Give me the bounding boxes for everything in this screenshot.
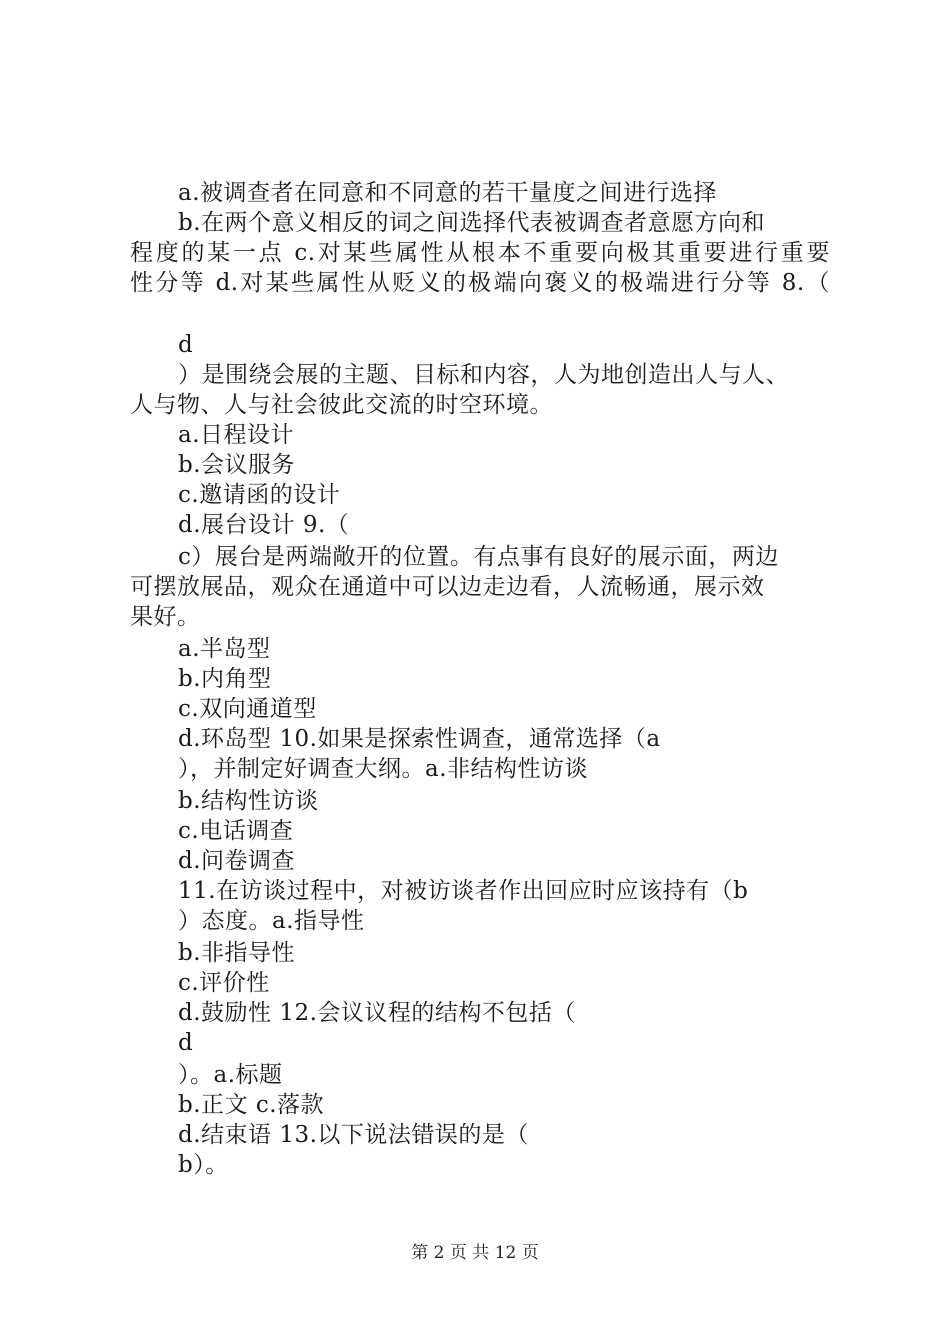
- text-line: d.鼓励性 12.会议议程的结构不包括（: [178, 1000, 576, 1026]
- text-line: b.会议服务: [178, 452, 296, 478]
- text-line: a.被调查者在同意和不同意的若干量度之间进行选择: [178, 180, 718, 206]
- page-footer: 第 2 页 共 12 页: [411, 1243, 539, 1263]
- text-line: 程度的某一点 c.对某些属性从根本不重要向极其重要进行重要: [130, 240, 830, 266]
- text-line: a.半岛型: [178, 636, 271, 662]
- text-line: d: [178, 1030, 194, 1056]
- text-line: b）。: [178, 1152, 229, 1178]
- text-line: ）态度。a.指导性: [178, 908, 365, 934]
- text-line: c.电话调查: [178, 818, 294, 844]
- text-line: c.双向通道型: [178, 696, 317, 722]
- text-line: d.结束语 13.以下说法错误的是（: [178, 1122, 529, 1148]
- text-line: b.结构性访谈: [178, 788, 319, 814]
- text-line: b.正文 c.落款: [178, 1092, 325, 1118]
- text-line: b.内角型: [178, 666, 272, 692]
- text-line: b.非指导性: [178, 940, 296, 966]
- text-line: d.问卷调查: [178, 848, 296, 874]
- text-line: ），并制定好调查大纲。a.非结构性访谈: [178, 756, 589, 782]
- text-line: 11.在访谈过程中，对被访谈者作出回应时应该持有（b: [178, 878, 749, 904]
- text-line: b.在两个意义相反的词之间选择代表被调查者意愿方向和: [178, 210, 766, 236]
- text-line: 果好。: [130, 604, 201, 630]
- text-line: c.评价性: [178, 970, 270, 996]
- text-line: ）是围绕会展的主题、目标和内容，人为地创造出人与人、: [178, 362, 789, 388]
- text-line: d: [178, 332, 194, 358]
- text-line: 性分等 d.对某些属性从贬义的极端向褒义的极端进行分等 8.（: [130, 270, 830, 296]
- text-line: c.邀请函的设计: [178, 482, 341, 508]
- text-line: d.环岛型 10.如果是探索性调查，通常选择（a: [178, 726, 661, 752]
- text-line: 人与物、人与社会彼此交流的时空环境。: [130, 392, 553, 418]
- text-line: c）展台是两端敞开的位置。有点事有良好的展示面，两边: [178, 544, 779, 570]
- text-line: ）。a.标题: [178, 1062, 283, 1088]
- text-line: 可摆放展品，观众在通道中可以边走边看，人流畅通，展示效: [130, 574, 765, 600]
- text-line: d.展台设计 9.（: [178, 512, 350, 538]
- text-line: a.日程设计: [178, 422, 295, 448]
